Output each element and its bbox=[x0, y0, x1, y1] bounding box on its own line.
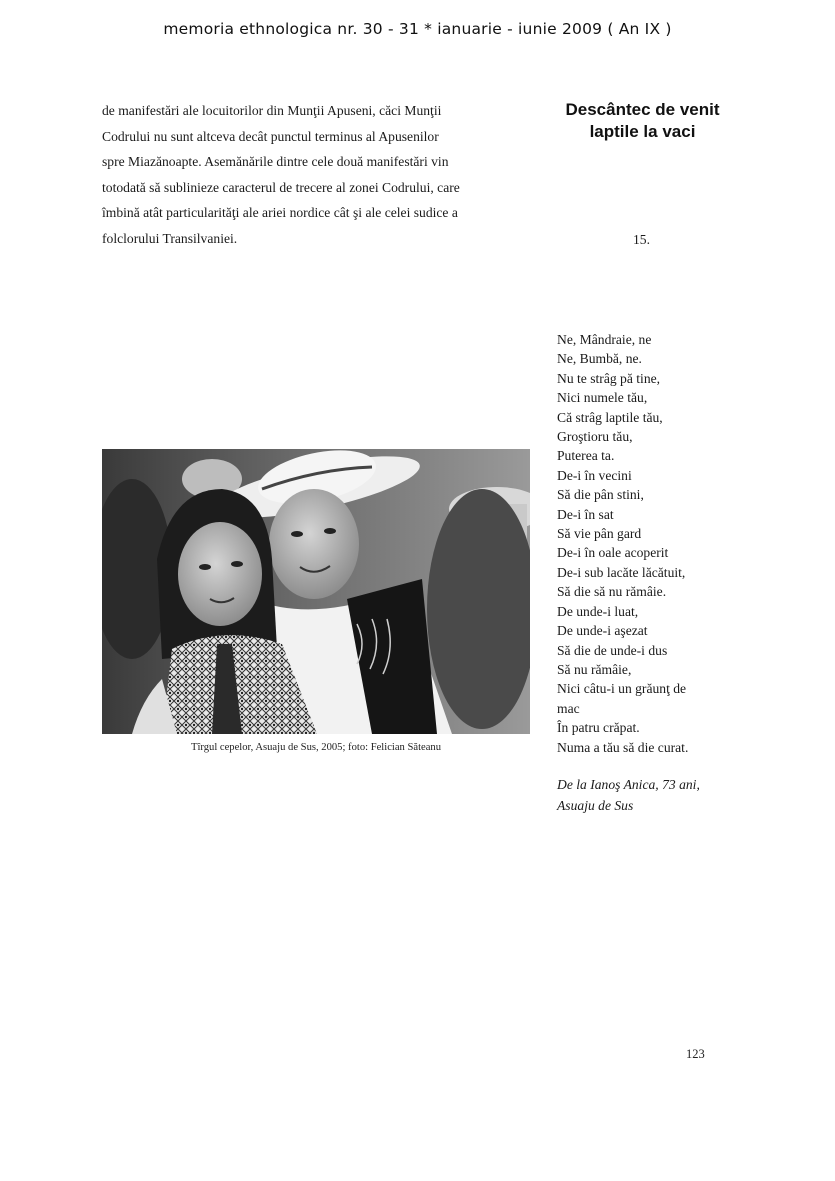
poem-line: Nici numele tău, bbox=[557, 390, 648, 406]
poem-line: De-i în sat bbox=[557, 506, 614, 522]
attribution-line: Asuaju de Sus bbox=[557, 798, 634, 813]
poem-line: Nu te strâg pă tine, bbox=[557, 370, 661, 386]
poem-line: În patru crăpat. bbox=[557, 720, 640, 736]
poem-line: Că strâg laptile tău, bbox=[557, 409, 663, 425]
poem-line: Ne, Bumbă, ne. bbox=[557, 351, 642, 367]
article-text bbox=[102, 98, 532, 252]
poem-line: Ne, Mândraie, ne bbox=[557, 332, 652, 347]
poem-line: Groştioru tău, bbox=[557, 429, 633, 445]
article-line: totodată să sublinieze caracterul de trecere al zonei Codrului, care bbox=[102, 179, 460, 195]
poem-line: mac bbox=[557, 700, 580, 716]
poem-line: Să die de unde-i dus bbox=[557, 642, 668, 658]
poem-line: De unde-i luat, bbox=[557, 603, 639, 619]
poem-line: Să die să nu rămâie. bbox=[557, 584, 667, 600]
poem-line: De unde-i aşezat bbox=[557, 623, 648, 639]
poem-attribution bbox=[557, 774, 757, 816]
poem-line: Puterea ta. bbox=[557, 448, 615, 464]
article-line: spre Miazănoapte. Asemănările dintre cele două manifestări vin bbox=[102, 154, 449, 170]
folk-costume-photo bbox=[102, 449, 530, 734]
poem-line: De-i în vecini bbox=[557, 467, 632, 483]
poem-title-line: laptile la vaci bbox=[589, 122, 696, 141]
article-line: Codrului nu sunt altceva decât punctul terminus al Apusenilor bbox=[102, 128, 439, 144]
poem-line: De-i sub lacăte lăcătuit, bbox=[557, 564, 686, 580]
poem-line: Nici câtu-i un grăunţ de bbox=[557, 681, 687, 697]
poem-number: 15. bbox=[633, 232, 650, 247]
poem-verses bbox=[557, 330, 757, 757]
photo-illustration bbox=[102, 449, 530, 734]
article-line: de manifestări ale locuitorilor din Munţii Apuseni, căci Munţii bbox=[102, 103, 442, 118]
poem-line: Să die pân stini, bbox=[557, 487, 644, 503]
photo-caption: Tîrgul cepelor, Asuaju de Sus, 2005; foto: Felician Săteanu bbox=[190, 742, 442, 753]
running-header: memoria ethnologica nr. 30 - 31 * ianuarie - iunie 2009 ( An IX ) bbox=[163, 20, 672, 38]
article-line: folclorului Transilvaniei. bbox=[102, 230, 238, 246]
poem-line: De-i în oale acoperit bbox=[557, 545, 669, 561]
poem-title-line: Descântec de venit bbox=[565, 100, 720, 119]
poem-line: Să nu rămâie, bbox=[557, 661, 632, 677]
article-line: îmbină atât particularităţi ale ariei nordice cât şi ale celei sudice a bbox=[102, 205, 458, 221]
poem-line: Numa a tău să die curat. bbox=[557, 739, 689, 755]
page-number: 123 bbox=[686, 1047, 705, 1061]
poem-title bbox=[550, 99, 735, 143]
attribution-line: De la Ianoş Anica, 73 ani, bbox=[557, 777, 700, 792]
poem-line: Să vie pân gard bbox=[557, 526, 642, 542]
